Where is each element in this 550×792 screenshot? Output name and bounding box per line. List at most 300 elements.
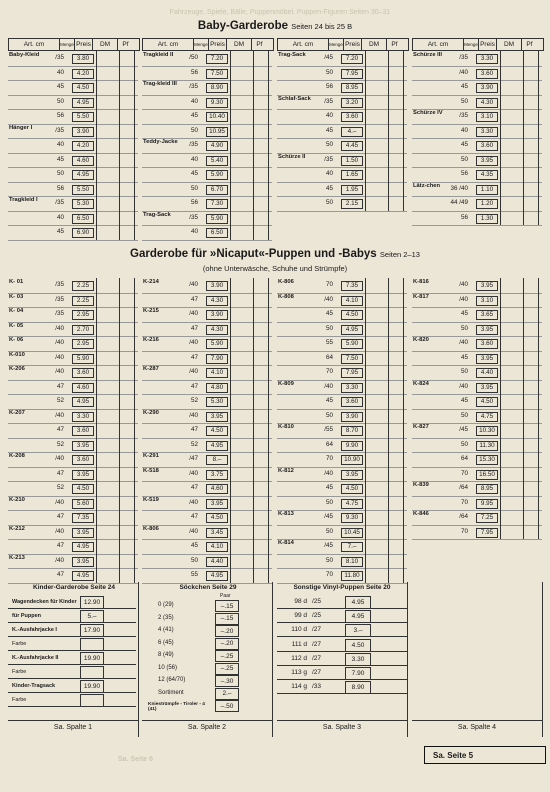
nicaput-item-article: K-813 [278, 511, 294, 517]
nicaput-item-dm-field[interactable] [96, 568, 120, 583]
baby-item-price: 3.95 [476, 156, 498, 166]
nicaput-item-size: 55 [325, 339, 333, 347]
vinyl-row-line[interactable] [277, 693, 407, 694]
baby-item-pf-field[interactable] [120, 167, 135, 182]
baby-item-pf-field[interactable] [254, 138, 269, 153]
nicaput-item-pf-field[interactable] [120, 539, 135, 554]
baby-item-pf-field[interactable] [389, 124, 404, 139]
kinder-row-line[interactable] [8, 650, 136, 651]
baby-item-pf-field[interactable] [389, 167, 404, 182]
baby-item-pf-field[interactable] [389, 196, 404, 211]
baby-item-dm-field[interactable] [230, 124, 254, 139]
baby-item-dm-field[interactable] [365, 66, 389, 81]
nicaput-item-dm-field[interactable] [96, 336, 120, 351]
nicaput-item-dm-field[interactable] [230, 423, 254, 438]
baby-item-dm-field[interactable] [500, 138, 524, 153]
baby-item-pf-field[interactable] [524, 80, 539, 95]
nicaput-item-dm-field[interactable] [365, 322, 389, 337]
baby-item-pf-field[interactable] [120, 153, 135, 168]
nicaput-item-pf-field[interactable] [524, 481, 539, 496]
baby-item-pf-field[interactable] [120, 80, 135, 95]
baby-item-pf-field[interactable] [524, 124, 539, 139]
nicaput-item-dm-field[interactable] [230, 510, 254, 525]
kinder-row-line[interactable] [8, 706, 136, 707]
nicaput-item-dm-field[interactable] [230, 278, 254, 293]
nicaput-item-dm-field[interactable] [96, 525, 120, 540]
nicaput-item-pf-field[interactable] [254, 510, 269, 525]
kinder-row-line[interactable] [8, 608, 136, 609]
nicaput-item-dm-field[interactable] [96, 452, 120, 467]
nicaput-item-dm-field[interactable] [96, 496, 120, 511]
nicaput-item-pf-field[interactable] [254, 539, 269, 554]
nicaput-item-pf-field[interactable] [524, 525, 539, 540]
nicaput-item-dm-field[interactable] [365, 336, 389, 351]
nicaput-item-pf-field[interactable] [254, 452, 269, 467]
baby-item-pf-field[interactable] [120, 66, 135, 81]
nicaput-item-dm-field[interactable] [365, 568, 389, 583]
nicaput-item-dm-field[interactable] [230, 293, 254, 308]
baby-item-dm-field[interactable] [365, 109, 389, 124]
nicaput-item-dm-field[interactable] [96, 394, 120, 409]
nicaput-item-dm-field[interactable] [365, 394, 389, 409]
nicaput-item-pf-field[interactable] [389, 293, 404, 308]
baby-item-pf-field[interactable] [524, 109, 539, 124]
nicaput-item-pf-field[interactable] [524, 380, 539, 395]
baby-item-dm-field[interactable] [96, 51, 120, 66]
baby-item-dm-field[interactable] [230, 138, 254, 153]
baby-item-dm-field[interactable] [96, 109, 120, 124]
nicaput-item-size: /45 [324, 542, 333, 550]
nicaput-item-dm-field[interactable] [230, 380, 254, 395]
kinder-row-line[interactable] [8, 678, 136, 679]
nicaput-item-dm-field[interactable] [500, 365, 524, 380]
baby-item-dm-field[interactable] [96, 124, 120, 139]
baby-item-dm-field[interactable] [500, 109, 524, 124]
nicaput-item-pf-field[interactable] [524, 336, 539, 351]
baby-item-dm-field[interactable] [365, 182, 389, 197]
nicaput-item-dm-field[interactable] [96, 467, 120, 482]
nicaput-item-pf-field[interactable] [120, 438, 135, 453]
nicaput-item-pf-field[interactable] [254, 481, 269, 496]
nicaput-item-pf-field[interactable] [120, 307, 135, 322]
nicaput-item-dm-field[interactable] [96, 510, 120, 525]
baby-item-dm-field[interactable] [500, 66, 524, 81]
vinyl-row-line[interactable] [277, 622, 407, 623]
nicaput-item-dm-field[interactable] [500, 293, 524, 308]
nicaput-item-pf-field[interactable] [389, 481, 404, 496]
nicaput-item-pf-field[interactable] [389, 394, 404, 409]
nicaput-item-pf-field[interactable] [120, 322, 135, 337]
nicaput-item-pf-field[interactable] [254, 409, 269, 424]
baby-item-pf-field[interactable] [524, 51, 539, 66]
nicaput-item-pf-field[interactable] [254, 380, 269, 395]
nicaput-item-dm-field[interactable] [230, 438, 254, 453]
nicaput-item-pf-field[interactable] [524, 278, 539, 293]
baby-item-pf-field[interactable] [254, 80, 269, 95]
nicaput-item-dm-field[interactable] [365, 554, 389, 569]
nicaput-item-pf-field[interactable] [389, 423, 404, 438]
baby-item-pf-field[interactable] [254, 211, 269, 226]
baby-item-pf-field[interactable] [389, 153, 404, 168]
nicaput-item-pf-field[interactable] [254, 394, 269, 409]
baby-item-dm-field[interactable] [96, 138, 120, 153]
nicaput-item-dm-field[interactable] [500, 307, 524, 322]
nicaput-item-pf-field[interactable] [389, 409, 404, 424]
nicaput-item-pf-field[interactable] [120, 351, 135, 366]
nicaput-item-pf-field[interactable] [254, 365, 269, 380]
baby-item-pf-field[interactable] [254, 95, 269, 110]
nicaput-item-pf-field[interactable] [120, 525, 135, 540]
baby-item-pf-field[interactable] [254, 66, 269, 81]
baby-item-dm-field[interactable] [230, 196, 254, 211]
kinder-row-line[interactable] [8, 692, 136, 693]
nicaput-item-dm-field[interactable] [230, 365, 254, 380]
nicaput-item-pf-field[interactable] [254, 307, 269, 322]
nicaput-item-price: 10.90 [341, 455, 363, 465]
nicaput-item-row [412, 293, 542, 309]
nicaput-item-pf-field[interactable] [389, 365, 404, 380]
baby-item-pf-field[interactable] [254, 196, 269, 211]
nicaput-item-pf-field[interactable] [120, 496, 135, 511]
baby-item-dm-field[interactable] [365, 153, 389, 168]
baby-item-price: 7.30 [206, 199, 228, 209]
nicaput-item-dm-field[interactable] [500, 481, 524, 496]
baby-item-dm-field[interactable] [230, 95, 254, 110]
baby-item-dm-field[interactable] [230, 66, 254, 81]
nicaput-item-dm-field[interactable] [365, 438, 389, 453]
nicaput-item-pf-field[interactable] [120, 278, 135, 293]
baby-item-pf-field[interactable] [120, 124, 135, 139]
baby-item-dm-field[interactable] [96, 182, 120, 197]
nicaput-item-pf-field[interactable] [389, 539, 404, 554]
nicaput-item-pf-field[interactable] [120, 423, 135, 438]
baby-item-dm-field[interactable] [500, 95, 524, 110]
nicaput-item-dm-field[interactable] [230, 554, 254, 569]
vinyl-row-line[interactable] [277, 636, 407, 637]
nicaput-item-dm-field[interactable] [96, 554, 120, 569]
nicaput-item-pf-field[interactable] [254, 568, 269, 583]
baby-item-pf-field[interactable] [524, 182, 539, 197]
nicaput-item-pf-field[interactable] [524, 438, 539, 453]
baby-item-pf-field[interactable] [120, 109, 135, 124]
nicaput-item-pf-field[interactable] [389, 510, 404, 525]
nicaput-item-pf-field[interactable] [120, 467, 135, 482]
nicaput-item-dm-field[interactable] [500, 278, 524, 293]
nicaput-item-dm-field[interactable] [500, 409, 524, 424]
nicaput-item-pf-field[interactable] [389, 336, 404, 351]
baby-item-dm-field[interactable] [96, 211, 120, 226]
baby-item-dm-field[interactable] [230, 51, 254, 66]
baby-item-pf-field[interactable] [254, 225, 269, 240]
nicaput-item-pf-field[interactable] [254, 525, 269, 540]
nicaput-item-dm-field[interactable] [365, 539, 389, 554]
nicaput-item-pf-field[interactable] [524, 423, 539, 438]
nicaput-item-pf-field[interactable] [120, 394, 135, 409]
nicaput-item-dm-field[interactable] [365, 510, 389, 525]
baby-item-row [8, 225, 138, 241]
nicaput-item-dm-field[interactable] [365, 525, 389, 540]
baby-item-pf-field[interactable] [389, 138, 404, 153]
nicaput-item-pf-field[interactable] [389, 467, 404, 482]
baby-item-dm-field[interactable] [230, 182, 254, 197]
nicaput-item-dm-field[interactable] [230, 568, 254, 583]
nicaput-item-pf-field[interactable] [254, 496, 269, 511]
nicaput-item-price: 10.30 [476, 426, 498, 436]
nicaput-item-dm-field[interactable] [365, 307, 389, 322]
nicaput-item-dm-field[interactable] [96, 278, 120, 293]
nicaput-item-dm-field[interactable] [500, 394, 524, 409]
kinder-row-line[interactable] [8, 664, 136, 665]
nicaput-item-pf-field[interactable] [120, 365, 135, 380]
nicaput-item-dm-field[interactable] [230, 496, 254, 511]
nicaput-item-size: /40 [459, 382, 468, 390]
nicaput-item-pf-field[interactable] [120, 481, 135, 496]
nicaput-item-dm-field[interactable] [500, 525, 524, 540]
baby-item-dm-field[interactable] [500, 196, 524, 211]
baby-item-dm-field[interactable] [500, 80, 524, 95]
baby-item-dm-field[interactable] [500, 124, 524, 139]
nicaput-item-pf-field[interactable] [524, 293, 539, 308]
baby-item-pf-field[interactable] [120, 138, 135, 153]
baby-item-pf-field[interactable] [254, 167, 269, 182]
baby-item-pf-field[interactable] [389, 66, 404, 81]
nicaput-item-dm-field[interactable] [365, 467, 389, 482]
nicaput-item-pf-field[interactable] [120, 452, 135, 467]
baby-item-dm-field[interactable] [96, 167, 120, 182]
kinder-row-line[interactable] [8, 636, 136, 637]
baby-item-pf-field[interactable] [524, 153, 539, 168]
nicaput-item-pf-field[interactable] [254, 467, 269, 482]
baby-item-dm-field[interactable] [365, 167, 389, 182]
baby-item-pf-field[interactable] [389, 51, 404, 66]
nicaput-item-pf-field[interactable] [254, 322, 269, 337]
baby-item-dm-field[interactable] [365, 95, 389, 110]
nicaput-item-dm-field[interactable] [230, 336, 254, 351]
nicaput-item-price: 3.60 [72, 455, 94, 465]
nicaput-item-dm-field[interactable] [365, 481, 389, 496]
baby-item-dm-field[interactable] [96, 196, 120, 211]
baby-item-pf-field[interactable] [254, 153, 269, 168]
nicaput-item-dm-field[interactable] [500, 438, 524, 453]
vinyl-row-line[interactable] [277, 651, 407, 652]
nicaput-item-price: 3.95 [341, 470, 363, 480]
baby-item-dm-field[interactable] [365, 124, 389, 139]
nicaput-item-pf-field[interactable] [389, 322, 404, 337]
nicaput-item-dm-field[interactable] [96, 307, 120, 322]
nicaput-item-dm-field[interactable] [96, 481, 120, 496]
nicaput-item-pf-field[interactable] [120, 293, 135, 308]
nicaput-item-pf-field[interactable] [254, 278, 269, 293]
baby-item-row [412, 80, 542, 96]
baby-item-pf-field[interactable] [389, 95, 404, 110]
nicaput-item-dm-field[interactable] [365, 278, 389, 293]
baby-item-pf-field[interactable] [524, 167, 539, 182]
nicaput-item-pf-field[interactable] [389, 351, 404, 366]
nicaput-item-pf-field[interactable] [120, 409, 135, 424]
nicaput-item-dm-field[interactable] [230, 322, 254, 337]
nicaput-item-pf-field[interactable] [389, 438, 404, 453]
baby-item-dm-field[interactable] [230, 153, 254, 168]
nicaput-item-pf-field[interactable] [524, 394, 539, 409]
nicaput-item-pf-field[interactable] [254, 351, 269, 366]
nicaput-item-dm-field[interactable] [230, 307, 254, 322]
nicaput-item-dm-field[interactable] [365, 409, 389, 424]
baby-item-pf-field[interactable] [389, 80, 404, 95]
baby-item-dm-field[interactable] [230, 211, 254, 226]
nicaput-item-pf-field[interactable] [524, 496, 539, 511]
baby-item-pf-field[interactable] [524, 196, 539, 211]
nicaput-item-dm-field[interactable] [96, 380, 120, 395]
nicaput-item-pf-field[interactable] [524, 365, 539, 380]
baby-item-pf-field[interactable] [120, 211, 135, 226]
baby-item-pf-field[interactable] [120, 196, 135, 211]
nicaput-item-pf-field[interactable] [254, 554, 269, 569]
baby-item-pf-field[interactable] [524, 66, 539, 81]
nicaput-item-pf-field[interactable] [254, 438, 269, 453]
nicaput-item-pf-field[interactable] [389, 380, 404, 395]
nicaput-item-dm-field[interactable] [500, 351, 524, 366]
baby-item-pf-field[interactable] [389, 109, 404, 124]
nicaput-item-dm-field[interactable] [230, 351, 254, 366]
nicaput-item-pf-field[interactable] [254, 423, 269, 438]
baby-item-pf-field[interactable] [254, 51, 269, 66]
nicaput-item-dm-field[interactable] [96, 365, 120, 380]
baby-item-dm-field[interactable] [500, 51, 524, 66]
nicaput-item-dm-field[interactable] [96, 438, 120, 453]
nicaput-item-dm-field[interactable] [96, 293, 120, 308]
baby-item-dm-field[interactable] [365, 80, 389, 95]
nicaput-item-dm-field[interactable] [365, 496, 389, 511]
nicaput-item-dm-field[interactable] [230, 409, 254, 424]
nicaput-item-dm-field[interactable] [230, 467, 254, 482]
nicaput-item-price: 4.50 [206, 513, 228, 523]
nicaput-item-dm-field[interactable] [230, 452, 254, 467]
nicaput-item-dm-field[interactable] [500, 322, 524, 337]
nicaput-item-dm-field[interactable] [500, 467, 524, 482]
baby-item-pf-field[interactable] [120, 51, 135, 66]
nicaput-item-dm-field[interactable] [365, 365, 389, 380]
nicaput-item-pf-field[interactable] [524, 467, 539, 482]
nicaput-item-pf-field[interactable] [524, 322, 539, 337]
baby-item-price: 4.30 [476, 98, 498, 108]
nicaput-item-dm-field[interactable] [365, 380, 389, 395]
baby-item-dm-field[interactable] [96, 80, 120, 95]
nicaput-item-dm-field[interactable] [96, 409, 120, 424]
nicaput-item-pf-field[interactable] [120, 380, 135, 395]
baby-item-dm-field[interactable] [500, 167, 524, 182]
nicaput-item-dm-field[interactable] [365, 293, 389, 308]
nicaput-item-dm-field[interactable] [230, 481, 254, 496]
baby-item-dm-field[interactable] [230, 80, 254, 95]
baby-item-pf-field[interactable] [120, 95, 135, 110]
nicaput-item-dm-field[interactable] [230, 394, 254, 409]
nicaput-item-pf-field[interactable] [389, 568, 404, 583]
baby-item-dm-field[interactable] [96, 225, 120, 240]
nicaput-item-pf-field[interactable] [524, 307, 539, 322]
baby-item-dm-field[interactable] [230, 109, 254, 124]
baby-item-dm-field[interactable] [96, 153, 120, 168]
nicaput-item-dm-field[interactable] [96, 351, 120, 366]
nicaput-item-dm-field[interactable] [365, 452, 389, 467]
kinder-row-line[interactable] [8, 622, 136, 623]
baby-item-pf-field[interactable] [254, 182, 269, 197]
nicaput-item-pf-field[interactable] [524, 409, 539, 424]
nicaput-item-pf-field[interactable] [120, 510, 135, 525]
vinyl-size: /27 [312, 626, 322, 634]
baby-item-pf-field[interactable] [389, 182, 404, 197]
baby-item-pf-field[interactable] [524, 211, 539, 226]
nicaput-item-row [277, 409, 407, 425]
nicaput-item-dm-field[interactable] [500, 452, 524, 467]
nicaput-item-pf-field[interactable] [120, 336, 135, 351]
vinyl-row-line[interactable] [277, 665, 407, 666]
baby-item-dm-field[interactable] [365, 51, 389, 66]
nicaput-item-size: 47 [56, 382, 64, 390]
baby-item-dm-field[interactable] [230, 225, 254, 240]
baby-item-dm-field[interactable] [96, 66, 120, 81]
baby-item-size: 40 [56, 213, 64, 221]
nicaput-item-dm-field[interactable] [96, 423, 120, 438]
nicaput-item-pf-field[interactable] [120, 554, 135, 569]
baby-item-pf-field[interactable] [254, 109, 269, 124]
nicaput-item-pf-field[interactable] [524, 510, 539, 525]
header-art: Art. cm [143, 39, 194, 50]
nicaput-item-pf-field[interactable] [389, 554, 404, 569]
nicaput-item-dm-field[interactable] [500, 496, 524, 511]
nicaput-item-price: 3.75 [206, 470, 228, 480]
nicaput-item-dm-field[interactable] [500, 380, 524, 395]
nicaput-item-dm-field[interactable] [500, 510, 524, 525]
baby-item-pf-field[interactable] [120, 182, 135, 197]
nicaput-item-pf-field[interactable] [389, 278, 404, 293]
page-total-field[interactable]: Sa. Seite 5 [424, 746, 546, 764]
baby-item-dm-field[interactable] [500, 211, 524, 226]
baby-item-dm-field[interactable] [500, 153, 524, 168]
nicaput-item-article: K-812 [278, 467, 294, 474]
vinyl-row-line[interactable] [277, 608, 407, 609]
nicaput-item-pf-field[interactable] [389, 496, 404, 511]
vinyl-row-line[interactable] [277, 679, 407, 680]
baby-item-row [142, 196, 272, 212]
nicaput-item-dm-field[interactable] [230, 525, 254, 540]
nicaput-item-pf-field[interactable] [389, 307, 404, 322]
baby-item-pf-field[interactable] [120, 225, 135, 240]
nicaput-item-dm-field[interactable] [500, 336, 524, 351]
nicaput-item-dm-field[interactable] [500, 423, 524, 438]
nicaput-item-pf-field[interactable] [389, 452, 404, 467]
baby-item-dm-field[interactable] [365, 138, 389, 153]
baby-item-pf-field[interactable] [254, 124, 269, 139]
nicaput-item-pf-field[interactable] [524, 351, 539, 366]
baby-item-dm-field[interactable] [96, 95, 120, 110]
baby-item-dm-field[interactable] [365, 196, 389, 211]
nicaput-item-dm-field[interactable] [365, 351, 389, 366]
nicaput-item-pf-field[interactable] [254, 336, 269, 351]
nicaput-item-pf-field[interactable] [254, 293, 269, 308]
baby-item-pf-field[interactable] [524, 138, 539, 153]
nicaput-item-pf-field[interactable] [524, 452, 539, 467]
nicaput-item-pf-field[interactable] [120, 568, 135, 583]
nicaput-item-dm-field[interactable] [230, 539, 254, 554]
header-dm: DM [362, 39, 387, 50]
nicaput-item-dm-field[interactable] [96, 322, 120, 337]
nicaput-item-dm-field[interactable] [365, 423, 389, 438]
baby-item-pf-field[interactable] [524, 95, 539, 110]
baby-item-dm-field[interactable] [230, 167, 254, 182]
baby-item-dm-field[interactable] [500, 182, 524, 197]
nicaput-item-dm-field[interactable] [96, 539, 120, 554]
nicaput-item-pf-field[interactable] [389, 525, 404, 540]
